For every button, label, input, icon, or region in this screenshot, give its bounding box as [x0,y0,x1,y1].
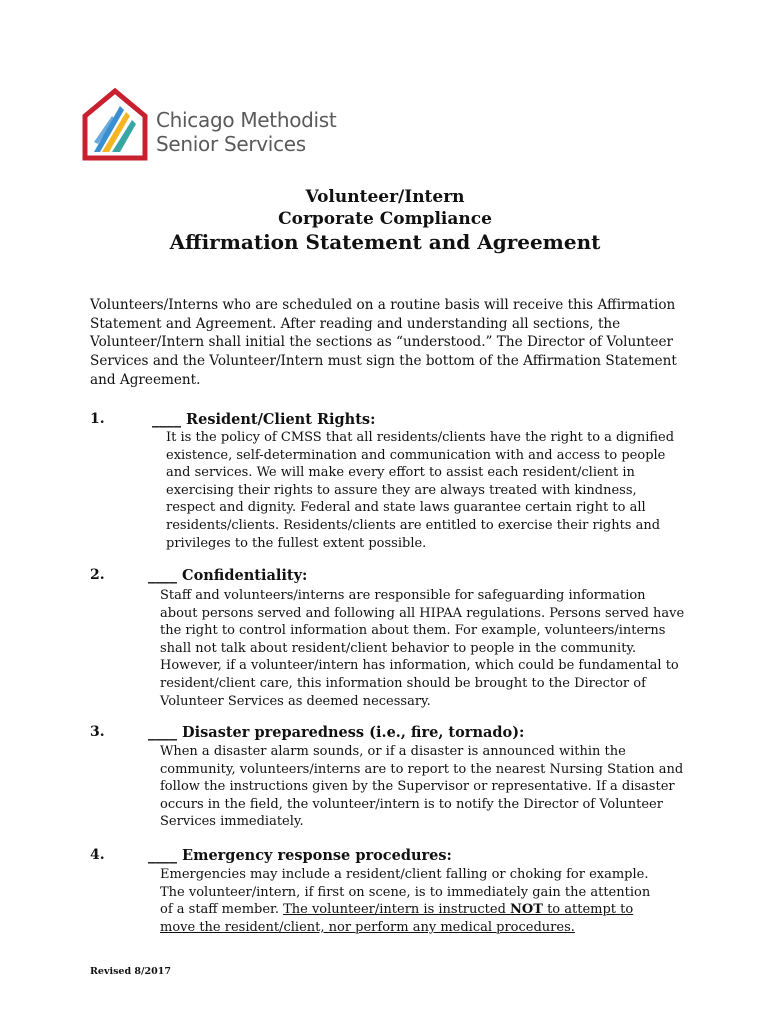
title-line-2: Corporate Compliance [278,209,492,229]
emphasis-not: NOT [510,902,543,918]
logo-line-2: Senior Services [156,132,306,156]
section-body: When a disaster alarm sounds, or if a disaster is announced within the community, volunteers/interns are to report to the nearest Nursing Station and follow the instructions given by the Supervisor or representative. If a disaster occurs in the field, the volunteer/intern is to notify the Director of Volunteer Services immediately. [160,744,684,830]
section-heading: ____ Disaster preparedness (i.e., fire, tornado): [148,724,525,741]
logo-wordmark [156,108,336,156]
cmss-logo [82,88,342,162]
revision-note: Revised 8/2017 [90,966,171,977]
section-heading: ____ Confidentiality: [148,567,308,584]
section-number: 3. [90,724,105,740]
section-number: 1. [90,411,105,427]
section-heading: ____ Resident/Client Rights: [152,411,376,428]
underlined-text: The volunteer/intern is instructed [283,902,511,918]
section-number: 4. [90,847,105,863]
house-logo-icon [82,88,152,162]
intro-paragraph: Volunteers/Interns who are scheduled on a routine basis will receive this Affirmation Statement and Agreement. After reading and understanding all sections, the Volunteer/Intern shall initial the sections as “understood.” The Director of Volunteer Services and the Volunteer/Intern must sign the bottom of the Affirmation Statement and Agreement. [90,297,677,388]
section-body [160,866,660,936]
body-text: Emergencies may include a resident/client falling or choking for example. The volunteer/intern, if first on scene, is to immediately gain the attention of a staff member. [160,867,651,918]
logo-line-1: Chicago Methodist [156,108,337,132]
section-heading: ____ Emergency response procedures: [148,847,452,864]
section-body: It is the policy of CMSS that all residents/clients have the right to a dignified existence, self-determination and communication with and access to people and services. We will make every effort to assist each resident/client in exercising their rights to assure they are always treated with kindness, respect and dignity. Federal and state laws guarantee certain right to all residents/clients. Residents/clients are entitled to exercise their rights and privileges to the fullest extent possible. [166,430,675,551]
section-number: 2. [90,567,105,583]
title-line-1: Volunteer/Intern [305,187,465,207]
underlined-text: to attempt to move the resident/client, nor perform any medical procedures. [160,902,634,935]
document-title: Affirmation Statement and Agreement [169,230,601,254]
section-body: Staff and volunteers/interns are responsible for safeguarding information about persons served and following all HIPAA regulations. Persons served have the right to control information about them. For example, volunteers/interns shall not talk about resident/client behavior to people in the community. However, if a volunteer/intern has information, which could be fundamental to resident/client care, this information should be brought to the Director of Volunteer Services as deemed necessary. [160,588,685,709]
